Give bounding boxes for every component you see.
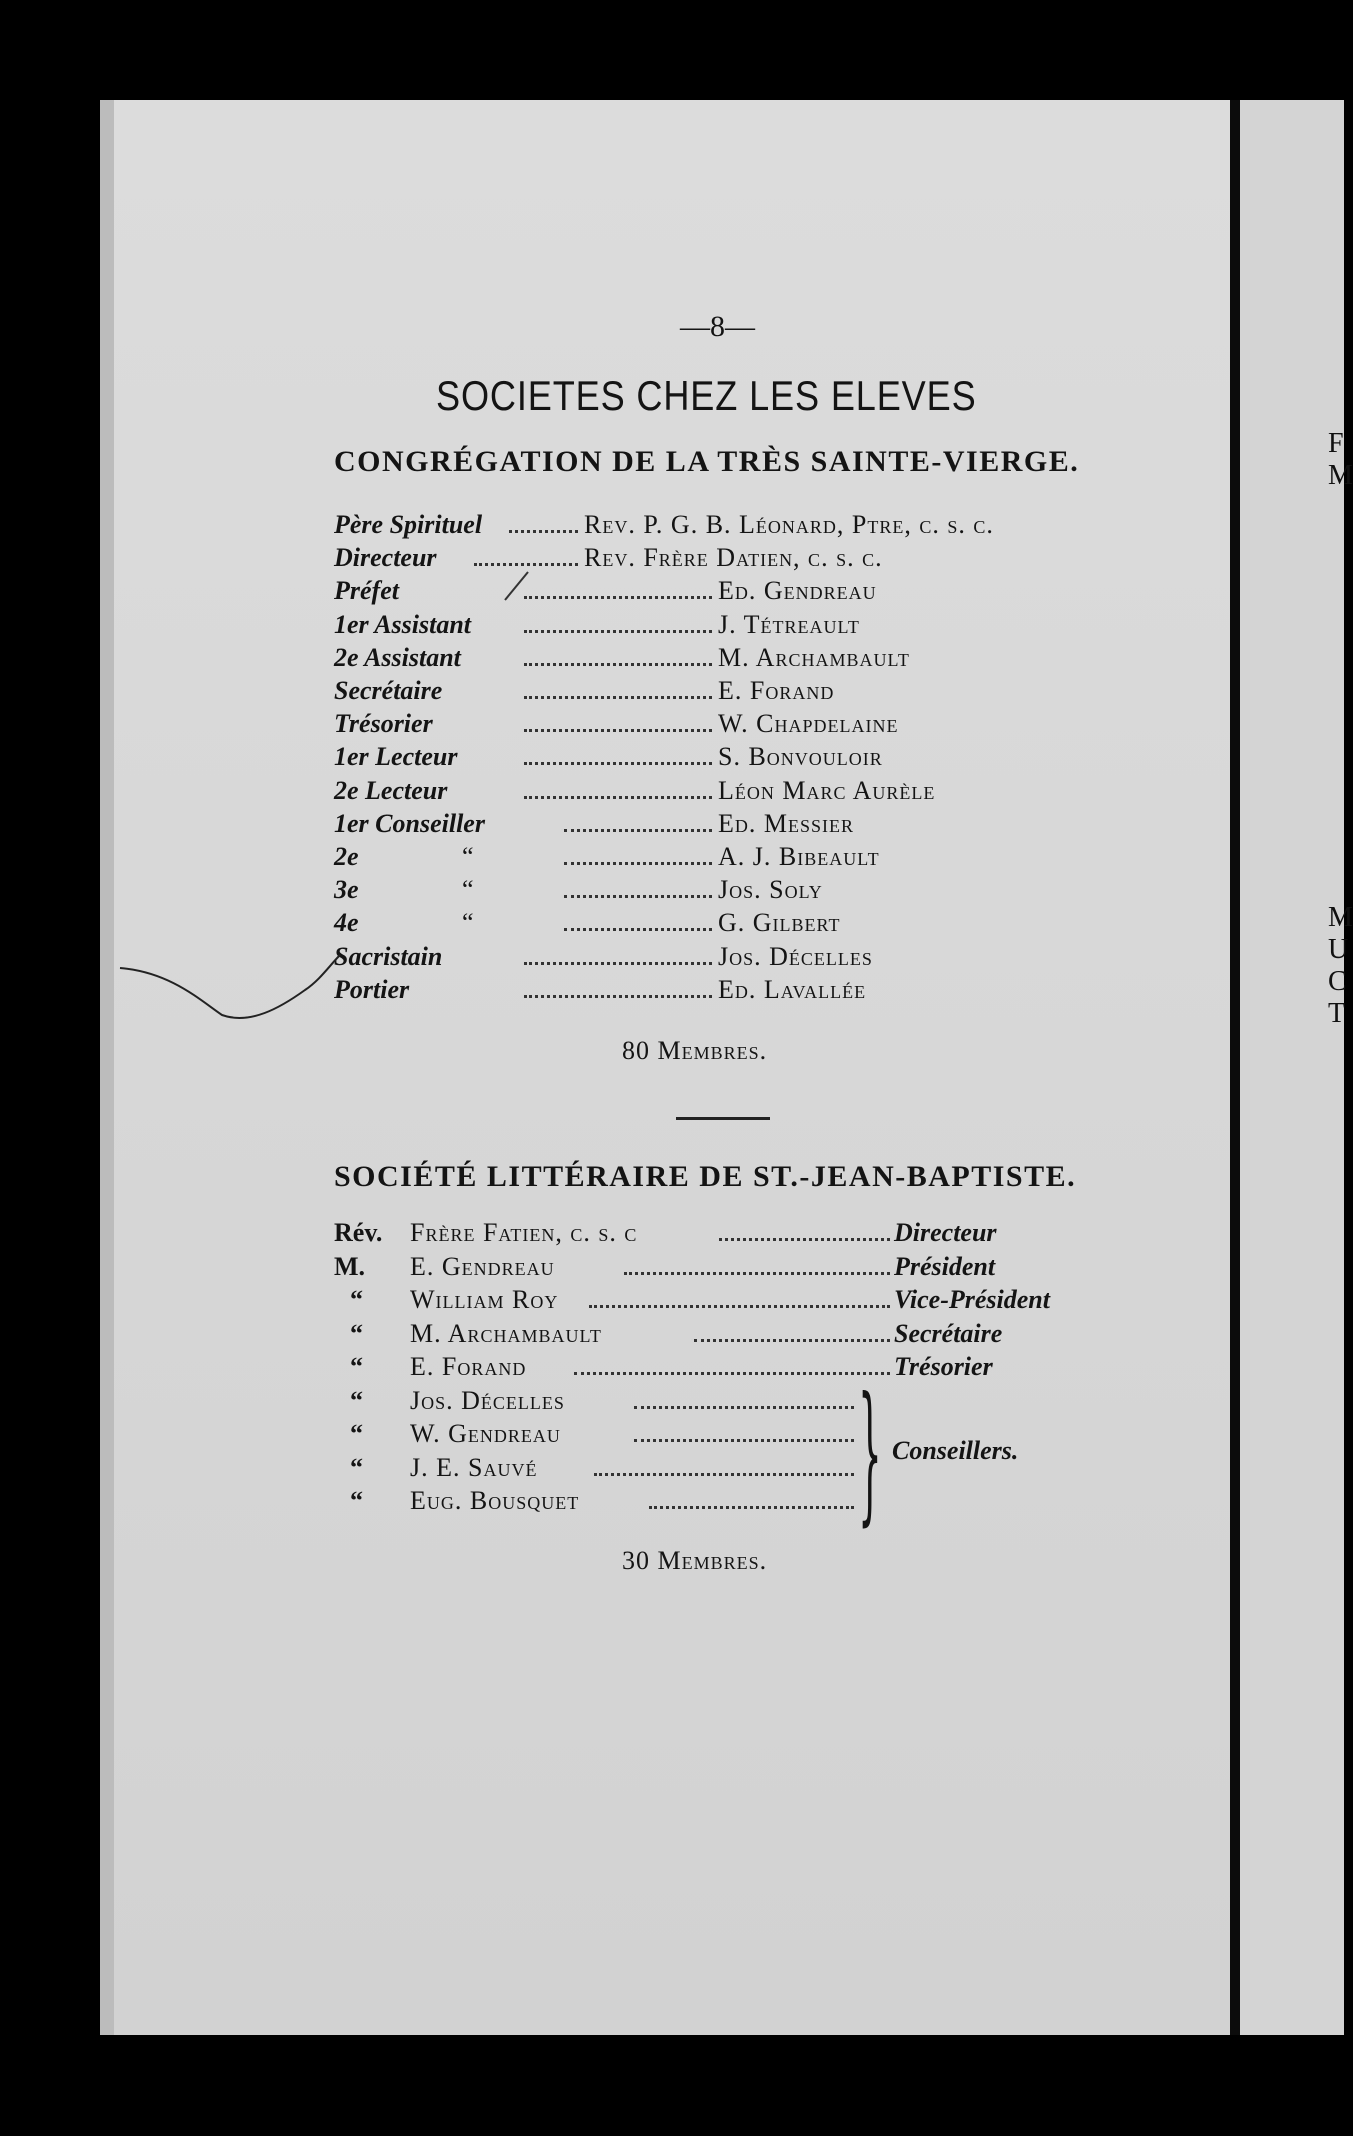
member-title: Directeur: [894, 1218, 997, 1247]
officer-name: J. Tétreault: [718, 609, 860, 639]
ditto-mark: “: [462, 842, 474, 871]
member-name: E. Forand: [410, 1352, 527, 1381]
name-prefix: “: [350, 1285, 363, 1314]
name-prefix: “: [350, 1452, 363, 1482]
conseillers-label: Conseillers.: [892, 1436, 1019, 1465]
officer-role: Trésorier: [334, 709, 433, 739]
officer-role: 2e: [334, 842, 359, 871]
officer-name: Léon Marc Aurèle: [718, 775, 936, 805]
officer-role: Directeur: [334, 543, 437, 573]
member-name: Frère Fatien, c. s. c: [410, 1218, 638, 1247]
name-prefix: “: [350, 1352, 363, 1381]
name-prefix: “: [350, 1419, 363, 1448]
next-page-letter: U: [1328, 934, 1349, 965]
next-page-letter: T: [1328, 998, 1346, 1029]
officer-name: G. Gilbert: [718, 908, 841, 938]
officer-role: Sacristain: [334, 941, 443, 971]
page-number: —8—: [680, 310, 755, 343]
member-name: E. Gendreau: [410, 1251, 555, 1281]
member-name: M. Archambault: [410, 1318, 602, 1348]
name-prefix: “: [350, 1318, 363, 1348]
name-prefix: Rév.: [334, 1218, 383, 1247]
officer-role: 1er Conseiller: [334, 808, 485, 838]
officer-name: W. Chapdelaine: [718, 709, 899, 739]
officer-role: 4e: [334, 908, 359, 938]
officer-role: 3e: [334, 875, 359, 905]
congregation-members-count: 80 Membres.: [622, 1036, 768, 1065]
officer-name: Ed. Messier: [718, 808, 855, 838]
member-name: William Roy: [410, 1285, 559, 1314]
officer-name: S. Bonvouloir: [718, 742, 883, 772]
member-title: Secrétaire: [894, 1318, 1003, 1348]
member-title: Vice-Président: [894, 1285, 1050, 1314]
officer-name: E. Forand: [718, 676, 835, 705]
name-prefix: “: [350, 1385, 363, 1415]
member-name: W. Gendreau: [410, 1419, 561, 1448]
member-name: J. E. Sauvé: [410, 1452, 538, 1482]
ditto-mark: “: [462, 875, 474, 905]
officer-name: Ed. Gendreau: [718, 576, 877, 606]
next-page-letter: M: [1328, 902, 1353, 933]
next-page-letter: C: [1328, 966, 1347, 997]
officer-role: 1er Assistant: [334, 609, 472, 639]
next-page-letter: F: [1328, 428, 1344, 459]
officer-name: Rev. P. G. B. Léonard, Ptre, c. s. c.: [584, 510, 994, 539]
officer-role: 2e Assistant: [334, 642, 461, 672]
officer-name: Jos. Décelles: [718, 941, 873, 971]
officer-name: Jos. Soly: [718, 875, 823, 905]
member-title: Trésorier: [894, 1352, 993, 1381]
name-prefix: M.: [334, 1251, 366, 1281]
officer-name: Rev. Frère Datien, c. s. c.: [584, 543, 883, 573]
litteraire-heading: SOCIÉTÉ LITTÉRAIRE DE ST.-JEAN-BAPTISTE.: [334, 1160, 1077, 1193]
officer-name: A. J. Bibeault: [718, 842, 880, 871]
officer-role: 2e Lecteur: [334, 775, 448, 805]
congregation-heading: CONGRÉGATION DE LA TRÈS SAINTE-VIERGE.: [334, 445, 1080, 478]
member-title: Président: [894, 1251, 996, 1281]
page-title: SOCIETES CHEZ LES ELEVES: [436, 372, 977, 419]
ditto-mark: “: [462, 908, 474, 938]
litteraire-members-count: 30 Membres.: [622, 1546, 768, 1575]
member-name: Eug. Bousquet: [410, 1486, 580, 1515]
officer-role: Père Spirituel: [334, 510, 483, 539]
officer-name: Ed. Lavallée: [718, 974, 867, 1004]
name-prefix: “: [350, 1486, 363, 1515]
next-page-letter: M: [1328, 460, 1353, 491]
officer-name: M. Archambault: [718, 642, 910, 672]
conseillers-brace: }: [858, 1366, 882, 1540]
member-name: Jos. Décelles: [410, 1385, 565, 1415]
officer-role: 1er Lecteur: [334, 742, 458, 772]
officer-role: Secrétaire: [334, 676, 443, 705]
officer-role: Portier: [334, 974, 410, 1004]
officer-role: Préfet: [334, 576, 399, 606]
